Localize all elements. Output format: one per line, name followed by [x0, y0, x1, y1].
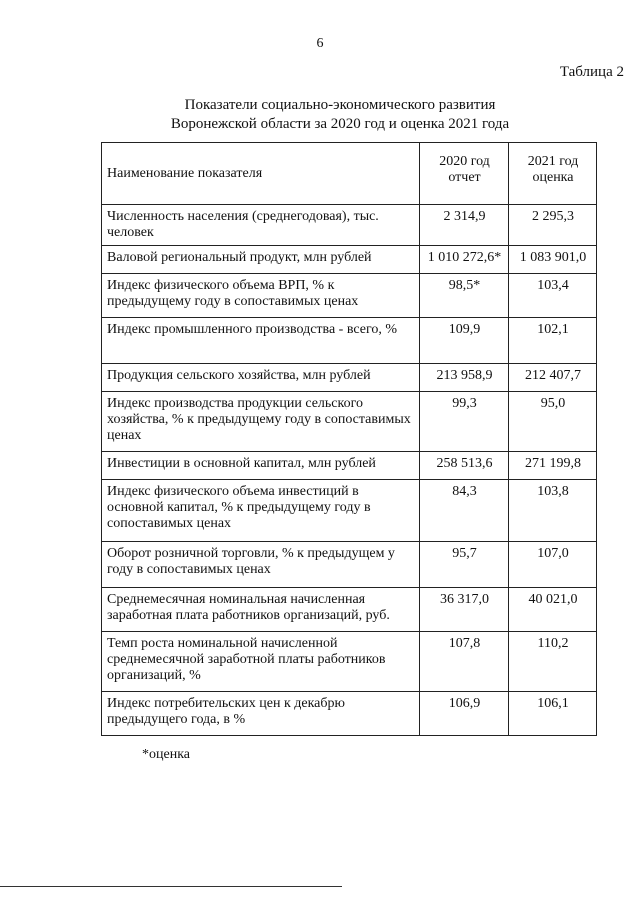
- page-number: 6: [316, 36, 324, 51]
- table-row: [102, 542, 597, 588]
- header-2020-type: отчет: [448, 170, 481, 185]
- row-value-2020: 2 314,9: [420, 205, 509, 246]
- header-name: Наименование показателя: [102, 143, 420, 205]
- title-line-2: Воронежской области за 2020 год и оценка 2021 года: [170, 116, 510, 132]
- row-value-2020: 84,3: [420, 480, 509, 542]
- header-2021-type: оценка: [532, 170, 574, 185]
- table-label: Таблица 2: [559, 64, 624, 80]
- table-row: [102, 480, 597, 542]
- table-title: [140, 96, 540, 134]
- row-name: Численность населения (среднегодовая), тыс. человек: [102, 205, 420, 246]
- row-value-2021: 2 295,3: [509, 205, 597, 246]
- row-name: Среднемесячная номинальная начисленная заработная плата работников организаций, руб.: [102, 588, 420, 632]
- row-name: Продукция сельского хозяйства, млн рублей: [102, 364, 420, 392]
- title-line-1: Показатели социально-экономического развития: [184, 97, 496, 113]
- row-value-2020: 98,5*: [420, 274, 509, 318]
- row-value-2021: 103,8: [509, 480, 597, 542]
- row-value-2021: 103,4: [509, 274, 597, 318]
- row-name: Темп роста номинальной начисленной среднемесячной заработной платы работников организаций, %: [102, 632, 420, 692]
- indicators-table: [101, 142, 597, 736]
- row-value-2020: 213 958,9: [420, 364, 509, 392]
- table-row: [102, 392, 597, 452]
- row-value-2020: 106,9: [420, 692, 509, 736]
- row-name: Индекс потребительских цен к декабрю предыдущего года, в %: [102, 692, 420, 736]
- row-value-2021: 107,0: [509, 542, 597, 588]
- header-2021-year: 2021 год: [527, 154, 579, 169]
- row-value-2021: 271 199,8: [509, 452, 597, 480]
- table-row: [102, 452, 597, 480]
- header-2021: [509, 143, 597, 205]
- row-value-2020: 258 513,6: [420, 452, 509, 480]
- header-2020-year: 2020 год: [439, 154, 490, 169]
- row-value-2020: 99,3: [420, 392, 509, 452]
- footnote: *оценка: [142, 747, 191, 762]
- row-value-2020: 95,7: [420, 542, 509, 588]
- row-value-2020: 107,8: [420, 632, 509, 692]
- header-2020: [420, 143, 509, 205]
- table-row: [102, 588, 597, 632]
- row-value-2020: 1 010 272,6*: [420, 246, 509, 274]
- table-row: [102, 692, 597, 736]
- row-value-2020: 109,9: [420, 318, 509, 364]
- row-name: Индекс физического объема ВРП, % к предыдущему году в сопоставимых ценах: [102, 274, 420, 318]
- row-name: Валовой региональный продукт, млн рублей: [102, 246, 420, 274]
- table-row: [102, 364, 597, 392]
- row-name: Инвестиции в основной капитал, млн рублей: [102, 452, 420, 480]
- row-name: Индекс производства продукции сельского хозяйства, % к предыдущему году в сопоставимых ценах: [102, 392, 420, 452]
- row-value-2021: 95,0: [509, 392, 597, 452]
- table-row: [102, 205, 597, 246]
- row-value-2021: 40 021,0: [509, 588, 597, 632]
- table-header-row: [102, 143, 597, 205]
- row-value-2020: 36 317,0: [420, 588, 509, 632]
- row-value-2021: 110,2: [509, 632, 597, 692]
- row-name: Индекс промышленного производства - всего, %: [102, 318, 420, 364]
- table-row: [102, 274, 597, 318]
- row-name: Индекс физического объема инвестиций в основной капитал, % к предыдущему году в сопоставимых ценах: [102, 480, 420, 542]
- table-row: [102, 318, 597, 364]
- table-row: [102, 632, 597, 692]
- row-value-2021: 1 083 901,0: [509, 246, 597, 274]
- row-value-2021: 212 407,7: [509, 364, 597, 392]
- row-value-2021: 106,1: [509, 692, 597, 736]
- row-value-2021: 102,1: [509, 318, 597, 364]
- footer-rule: [0, 886, 342, 887]
- row-name: Оборот розничной торговли, % к предыдущем у году в сопоставимых ценах: [102, 542, 420, 588]
- table-row: [102, 246, 597, 274]
